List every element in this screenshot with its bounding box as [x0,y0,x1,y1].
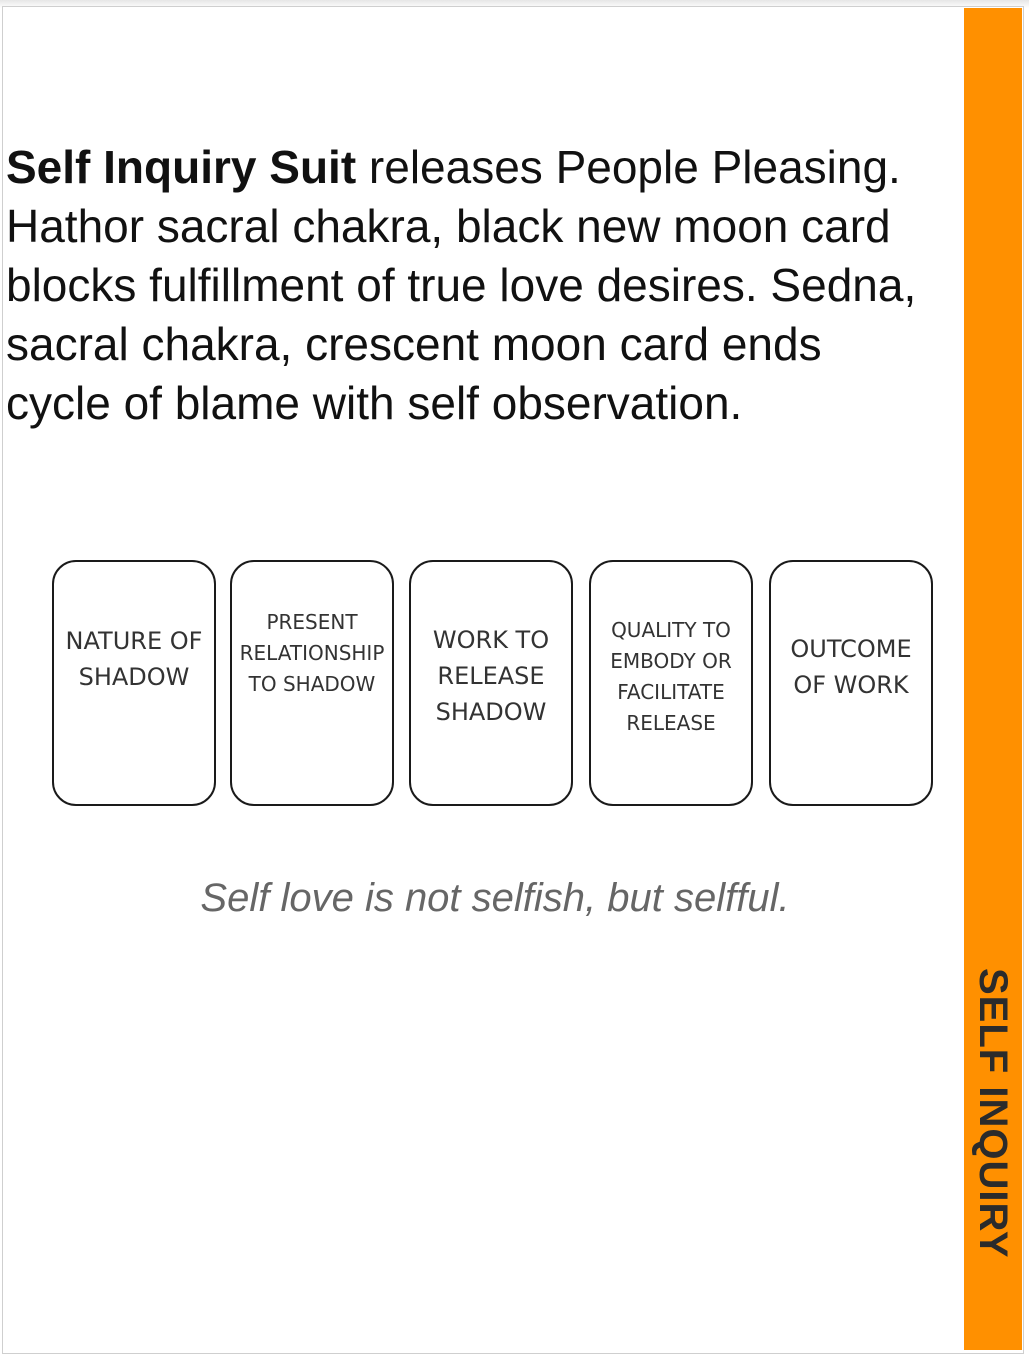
card-label: QUALITY TO EMBODY OR FACILITATE RELEASE [610,618,732,735]
intro-body: releases People Pleasing. Hathor sacral chakra, black new moon card blocks fulfillment of true love desires. Sedna, sacral chakra, crescent moon card ends cycle of blame with self observation. [6,141,917,429]
card-outcome-of-work [769,560,933,806]
card-label: NATURE OF SHADOW [65,627,203,691]
card-work-to-release [409,560,573,806]
intro-paragraph [6,138,926,433]
card-quality-to-embody [589,560,753,806]
intro-lead: Self Inquiry Suit [6,141,357,193]
card-present-relationship [230,560,394,806]
side-tab-label: SELF INQUIRY [971,968,1015,1259]
card-nature-of-shadow [52,560,216,806]
card-label: PRESENT RELATIONSHIP TO SHADOW [239,609,385,696]
card-spread [52,560,937,808]
card-label: WORK TO RELEASE SHADOW [432,626,550,726]
quote: Self love is not selfish, but selfful. [200,876,790,920]
card-label: OUTCOME OF WORK [790,635,912,699]
